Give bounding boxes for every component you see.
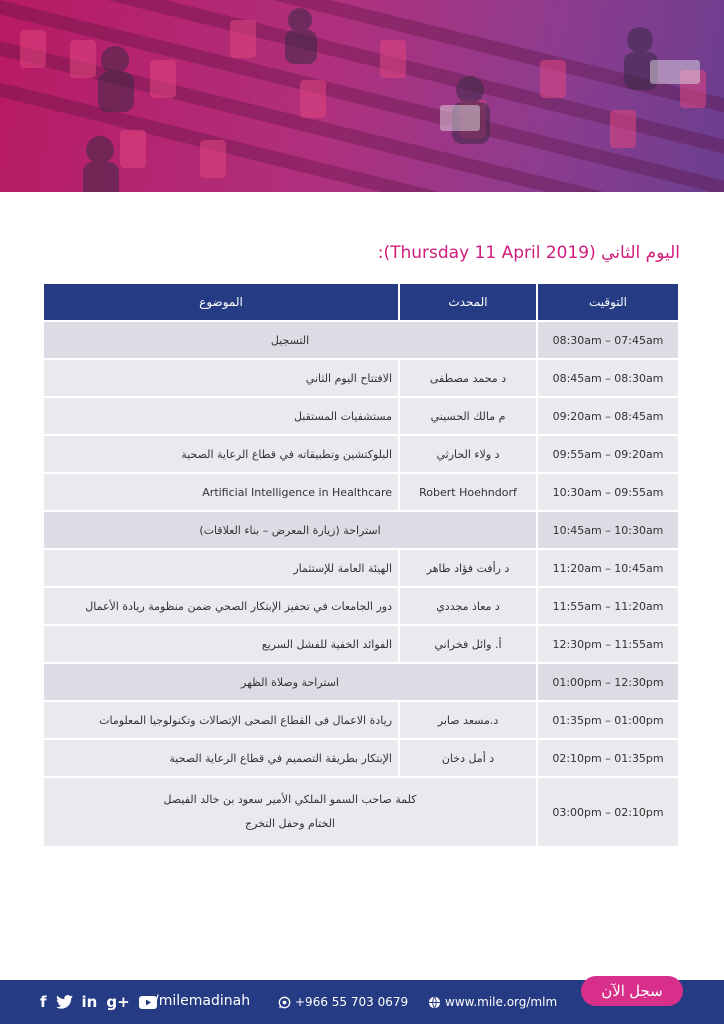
speaker-cell: د رأفت فؤاد طاهر	[398, 550, 536, 588]
topic-cell: مستشفيات المستقبل	[44, 398, 398, 436]
hero-audience-photo	[0, 0, 724, 192]
time-cell: 11:55am – 11:20am	[536, 588, 678, 626]
day-two-heading	[378, 243, 680, 263]
topic-cell: الإبتكار بطريقة التصميم في قطاع الرعاية الصحية	[44, 740, 398, 778]
break-label: استراحة وصلاة الظهر	[44, 664, 536, 702]
table-row	[44, 664, 678, 702]
table-row	[44, 588, 678, 626]
table-row	[44, 778, 678, 848]
topic-cell: الهيئة العامة للإستثمار	[44, 550, 398, 588]
time-cell: 11:20am – 10:45am	[536, 550, 678, 588]
speaker-cell: د.مسعد صابر	[398, 702, 536, 740]
time-cell: 09:55am – 09:20am	[536, 436, 678, 474]
social-handle[interactable]: /milemadinah	[154, 993, 251, 1009]
website-url: www.mile.org/mlm	[445, 995, 558, 1009]
table-row	[44, 512, 678, 550]
day-date: Thursday 11 April 2019	[390, 243, 590, 263]
time-cell: 09:20am – 08:45am	[536, 398, 678, 436]
globe-icon	[428, 996, 441, 1009]
agenda-table	[44, 284, 678, 848]
topic-cell: البلوكتشين وتطبيقاته في قطاع الرعاية الصحية	[44, 436, 398, 474]
heading-colon: :	[377, 243, 384, 263]
header-topic: الموضوع	[44, 284, 398, 322]
table-row	[44, 474, 678, 512]
heading-close-paren: )	[383, 243, 391, 263]
facebook-icon[interactable]: f	[40, 993, 47, 1011]
twitter-icon[interactable]	[56, 995, 73, 1009]
whatsapp-icon	[278, 996, 291, 1009]
table-row	[44, 626, 678, 664]
table-row	[44, 360, 678, 398]
table-row	[44, 322, 678, 360]
topic-cell: دور الجامعات في تحفيز الإبتكار الصحي ضمن منظومة ريادة الأعمال	[44, 588, 398, 626]
phone-number: +966 55 703 0679	[295, 995, 409, 1009]
auditorium-seats-illustration	[0, 0, 724, 192]
day-label: اليوم الثاني (	[589, 243, 680, 263]
phone-contact[interactable]	[278, 995, 408, 1009]
footer-bar	[0, 980, 724, 1024]
closing-ceremony: الختام وحفل التخرج	[245, 817, 335, 830]
time-cell: 03:00pm – 02:10pm	[536, 778, 678, 848]
header-speaker: المحدث	[398, 284, 536, 322]
speaker-cell: أ. وائل فخراني	[398, 626, 536, 664]
speaker-cell: Robert Hoehndorf	[398, 474, 536, 512]
time-cell: 01:00pm – 12:30pm	[536, 664, 678, 702]
time-cell: 10:30am – 09:55am	[536, 474, 678, 512]
break-label: استراحة (زيارة المعرض – بناء العلاقات)	[44, 512, 536, 550]
website-link[interactable]	[428, 995, 557, 1009]
google-plus-icon[interactable]: g+	[106, 993, 130, 1011]
speaker-cell: م مالك الحسيني	[398, 398, 536, 436]
topic-cell: الافتتاح اليوم الثاني	[44, 360, 398, 398]
register-now-button[interactable]: سجل الآن	[581, 976, 683, 1006]
time-cell: 01:35pm – 01:00pm	[536, 702, 678, 740]
linkedin-icon[interactable]: in	[81, 993, 98, 1011]
time-cell: 08:45am – 08:30am	[536, 360, 678, 398]
time-cell: 08:30am – 07:45am	[536, 322, 678, 360]
table-row	[44, 398, 678, 436]
speaker-cell: د ولاء الحارثي	[398, 436, 536, 474]
table-row	[44, 550, 678, 588]
social-links	[40, 992, 157, 1012]
topic-cell: ريادة الاعمال فى القطاع الصحى الإتصالات وتكنولوجيا المعلومات	[44, 702, 398, 740]
break-label: التسجيل	[44, 322, 536, 360]
speaker-cell: د محمد مصطفى	[398, 360, 536, 398]
time-cell: 02:10pm – 01:35pm	[536, 740, 678, 778]
time-cell: 10:45am – 10:30am	[536, 512, 678, 550]
table-row	[44, 436, 678, 474]
topic-cell: الفوائد الخفية للفشل السريع	[44, 626, 398, 664]
time-cell: 12:30pm – 11:55am	[536, 626, 678, 664]
closing-cell	[44, 778, 536, 848]
topic-cell: Artificial Intelligence in Healthcare	[44, 474, 398, 512]
header-time: التوقيت	[536, 284, 678, 322]
speaker-cell: د أمل دخان	[398, 740, 536, 778]
speaker-cell: د معاذ مجددي	[398, 588, 536, 626]
table-row	[44, 702, 678, 740]
table-header-row	[44, 284, 678, 322]
closing-speech: كلمة صاحب السمو الملكي الأمير سعود بن خالد الفيصل	[163, 793, 417, 806]
table-row	[44, 740, 678, 778]
